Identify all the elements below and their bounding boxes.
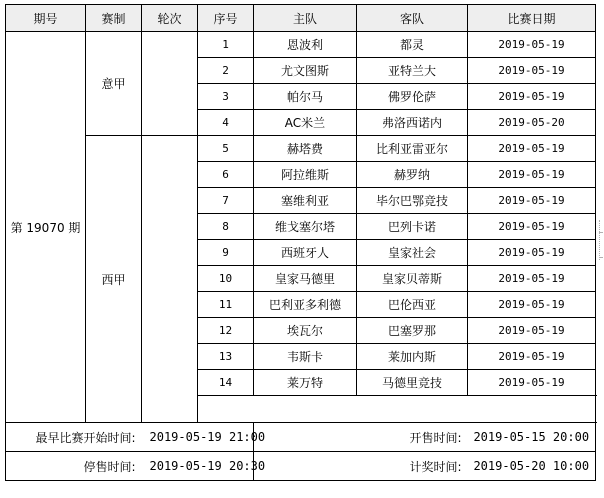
header-seq: 序号 [198, 5, 254, 32]
home-team-cell: 维戈塞尔塔 [254, 214, 357, 240]
seq-cell: 13 [198, 344, 254, 370]
sale-stop-label: 停售时间: [6, 452, 142, 481]
away-team-cell: 皇家贝蒂斯 [357, 266, 468, 292]
match-date-cell: 2019-05-20 [468, 110, 596, 136]
round-cell [142, 32, 198, 136]
match-date-cell: 2019-05-19 [468, 136, 596, 162]
match-date-cell: 2019-05-19 [468, 58, 596, 84]
table-row [6, 32, 596, 58]
match-date-cell: 2019-05-19 [468, 162, 596, 188]
away-team-cell: 弗洛西诺内 [357, 110, 468, 136]
away-team-cell: 毕尔巴鄂竞技 [357, 188, 468, 214]
table-header-row [6, 5, 596, 32]
seq-cell: 8 [198, 214, 254, 240]
page-break-marker [599, 220, 603, 260]
match-date-cell: 2019-05-19 [468, 370, 596, 396]
away-team-cell: 莱加内斯 [357, 344, 468, 370]
away-team-cell: 比利亚雷亚尔 [357, 136, 468, 162]
table-row [6, 136, 596, 162]
league-cell: 西甲 [86, 136, 142, 423]
seq-cell: 3 [198, 84, 254, 110]
home-team-cell: 西班牙人 [254, 240, 357, 266]
earliest-start-value: 2019-05-19 21:00 [142, 423, 254, 452]
home-team-cell: 塞维利亚 [254, 188, 357, 214]
away-team-cell: 赫罗纳 [357, 162, 468, 188]
home-team-cell: 埃瓦尔 [254, 318, 357, 344]
match-date-cell: 2019-05-19 [468, 214, 596, 240]
away-team-cell: 皇家社会 [357, 240, 468, 266]
blank-cell [198, 396, 596, 423]
sale-stop-value: 2019-05-19 20:30 [142, 452, 254, 481]
sale-open-label: 开售时间: [254, 423, 468, 452]
away-team-cell: 都灵 [357, 32, 468, 58]
page-break-tick [599, 257, 603, 258]
home-team-cell: 皇家马德里 [254, 266, 357, 292]
away-team-cell: 亚特兰大 [357, 58, 468, 84]
prize-calc-label: 计奖时间: [254, 452, 468, 481]
header-round: 轮次 [142, 5, 198, 32]
footer-row-1 [6, 423, 596, 452]
footer-row-2 [6, 452, 596, 481]
match-date-cell: 2019-05-19 [468, 266, 596, 292]
home-team-cell: 巴利亚多利德 [254, 292, 357, 318]
match-date-cell: 2019-05-19 [468, 292, 596, 318]
seq-cell: 4 [198, 110, 254, 136]
earliest-start-label: 最早比赛开始时间: [6, 423, 142, 452]
seq-cell: 12 [198, 318, 254, 344]
away-team-cell: 巴伦西亚 [357, 292, 468, 318]
schedule-table [5, 4, 596, 481]
seq-cell: 11 [198, 292, 254, 318]
home-team-cell: 阿拉维斯 [254, 162, 357, 188]
home-team-cell: 帕尔马 [254, 84, 357, 110]
home-team-cell: 赫塔费 [254, 136, 357, 162]
header-home: 主队 [254, 5, 357, 32]
home-team-cell: 莱万特 [254, 370, 357, 396]
match-date-cell: 2019-05-19 [468, 240, 596, 266]
away-team-cell: 巴列卡诺 [357, 214, 468, 240]
match-date-cell: 2019-05-19 [468, 84, 596, 110]
away-team-cell: 巴塞罗那 [357, 318, 468, 344]
round-cell [142, 136, 198, 423]
period-cell: 第 19070 期 [6, 32, 86, 423]
match-date-cell: 2019-05-19 [468, 188, 596, 214]
home-team-cell: 尤文图斯 [254, 58, 357, 84]
match-date-cell: 2019-05-19 [468, 32, 596, 58]
seq-cell: 14 [198, 370, 254, 396]
seq-cell: 7 [198, 188, 254, 214]
league-cell: 意甲 [86, 32, 142, 136]
header-away: 客队 [357, 5, 468, 32]
seq-cell: 1 [198, 32, 254, 58]
seq-cell: 5 [198, 136, 254, 162]
prize-calc-value: 2019-05-20 10:00 [468, 452, 596, 481]
match-date-cell: 2019-05-19 [468, 318, 596, 344]
home-team-cell: AC米兰 [254, 110, 357, 136]
header-league: 赛制 [86, 5, 142, 32]
page-break-tick [599, 232, 603, 233]
away-team-cell: 马德里竞技 [357, 370, 468, 396]
seq-cell: 2 [198, 58, 254, 84]
header-date: 比赛日期 [468, 5, 596, 32]
seq-cell: 9 [198, 240, 254, 266]
sale-open-value: 2019-05-15 20:00 [468, 423, 596, 452]
header-period: 期号 [6, 5, 86, 32]
seq-cell: 6 [198, 162, 254, 188]
home-team-cell: 韦斯卡 [254, 344, 357, 370]
away-team-cell: 佛罗伦萨 [357, 84, 468, 110]
match-date-cell: 2019-05-19 [468, 344, 596, 370]
seq-cell: 10 [198, 266, 254, 292]
home-team-cell: 恩波利 [254, 32, 357, 58]
